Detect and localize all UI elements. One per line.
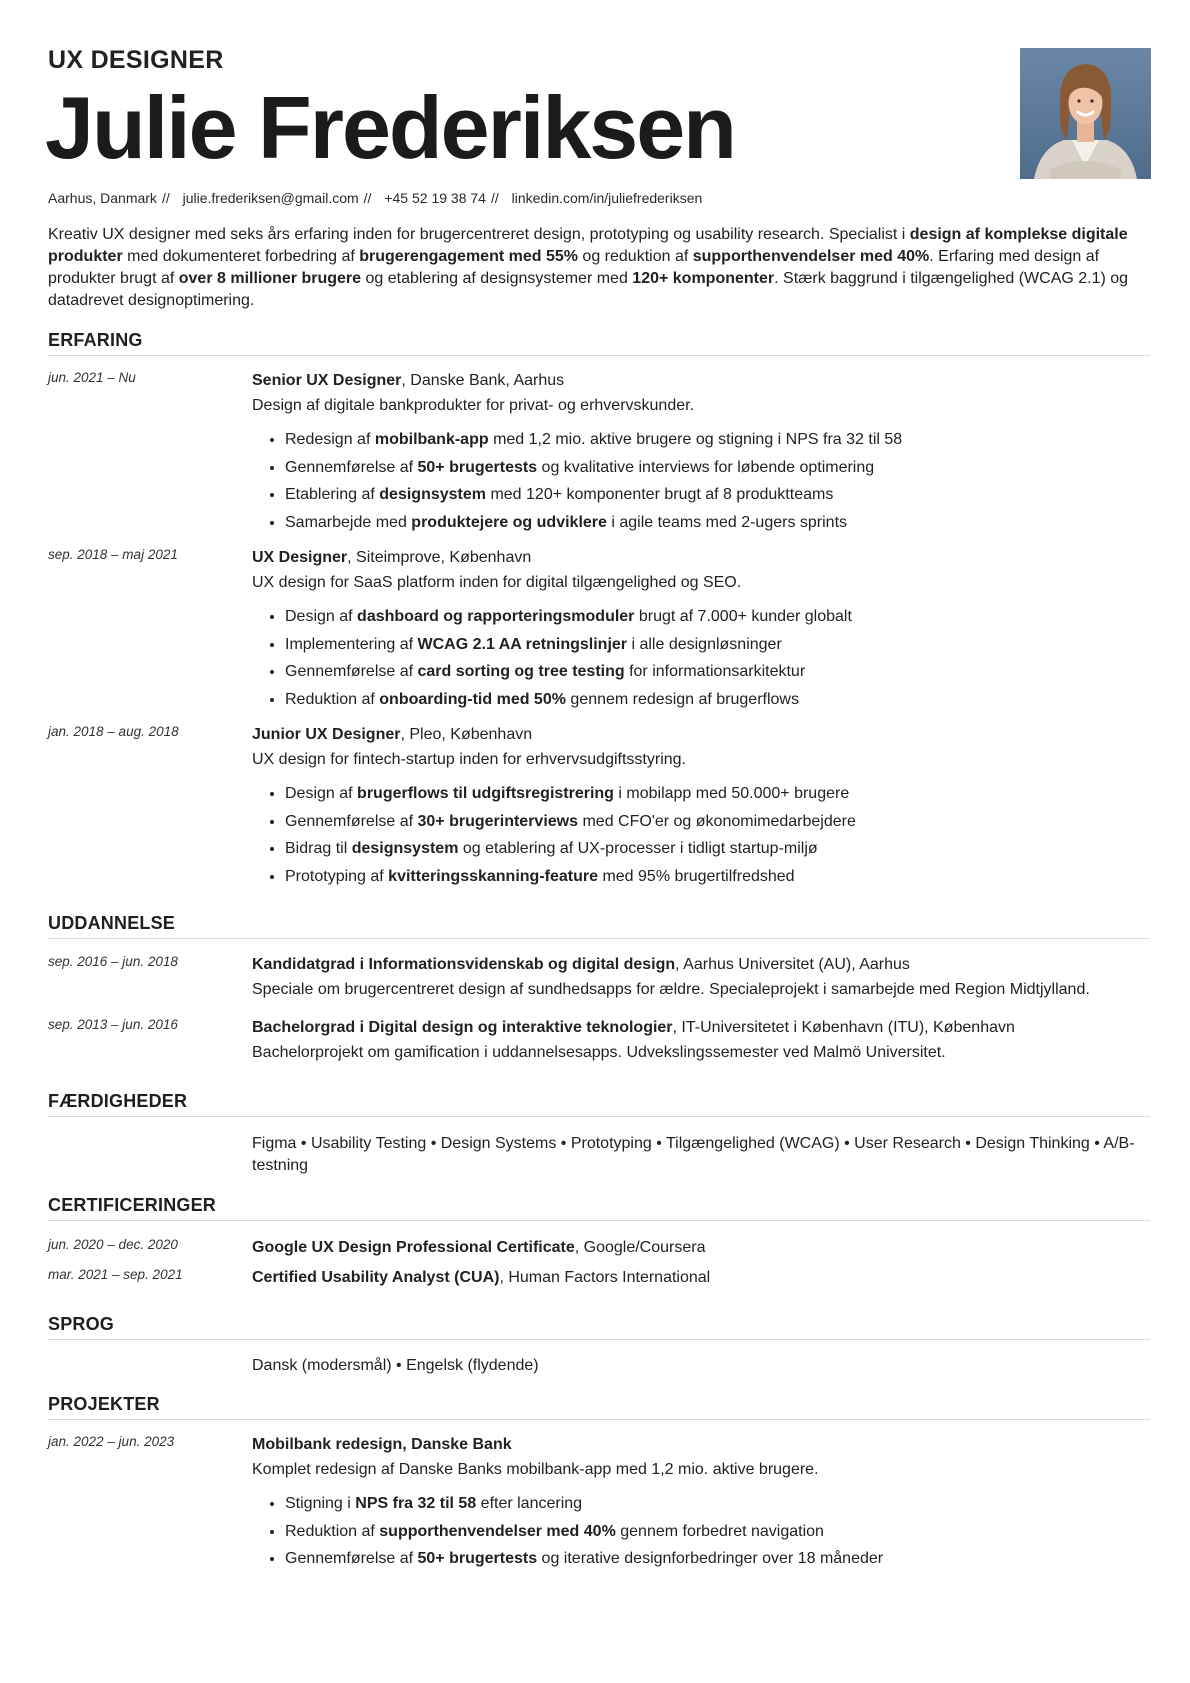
bullet-item [285,509,1150,537]
text-run: Gennemførelse af [285,458,418,476]
certificate-issuer: , Google/Coursera [574,1239,706,1256]
text-run: i agile teams med 2-ugers sprints [606,513,848,531]
emphasis-text: designsystem [379,486,486,503]
text-run: gennem redesign af brugerflows [565,690,799,708]
bullet-item [285,1490,1150,1518]
emphasis-text: onboarding-tid med 50% [379,690,566,708]
certificate-issuer: , Human Factors International [499,1269,711,1286]
entry-degree: Bachelorgrad i Digital design og interaktive teknologier [252,1019,673,1036]
contact-line [48,190,702,206]
emphasis-text: mobilbank-app [374,431,489,448]
entry-content [252,952,1150,1002]
entry-date: jan. 2018 – aug. 2018 [48,724,179,739]
entry-bullets [252,603,1150,713]
text-run: og iterative designforbedringer over 18 måneder [537,1550,884,1567]
job-title: UX DESIGNER [48,46,224,74]
emphasis-text: produktejere og udviklere [411,513,607,531]
phone-number[interactable]: +45 52 19 38 74 [384,190,486,206]
resume-header [45,0,1150,190]
emphasis-text: WCAG 2.1 AA retningslinjer [417,635,628,653]
text-run: og kvalitative interviews for løbende optimering [537,458,875,476]
section-title-experience: ERFARING [48,330,143,350]
entry-content [252,1235,1150,1260]
bullet-item [285,808,1150,836]
languages-section [48,1314,1150,1340]
text-run: med 120+ komponenter brugt af 8 produktteams [486,486,834,503]
text-run: i mobilapp med 50.000+ brugere [613,785,850,802]
entry-description: UX design for fintech-startup inden for erhvervsudgiftsstyring. [252,751,686,768]
text-run: brugt af 7.000+ kunder globalt [634,608,852,625]
text-run: Gennemførelse af [285,812,418,830]
entry-date: jun. 2020 – dec. 2020 [48,1237,178,1252]
bullet-item [285,835,1150,863]
emphasis-text: 50+ brugertests [417,458,538,476]
text-run: . Erfaring med design af produkter brugt af [48,248,1100,287]
entry-content [252,368,1150,536]
emphasis-text: card sorting og tree testing [417,663,625,680]
bullet-item [285,658,1150,686]
text-run: Gennemførelse af [285,663,418,680]
section-divider [48,1220,1150,1221]
emphasis-text: NPS fra 32 til 58 [355,1495,477,1512]
contact-separator: // [363,190,372,206]
project-name: Mobilbank redesign, Danske Bank [252,1436,512,1453]
entry-date: sep. 2013 – jun. 2016 [48,1017,178,1032]
resume-page [45,0,1150,1567]
text-run: . Stærk baggrund i tilgængelighed (WCAG 2.1) og datadrevet designoptimering. [48,270,1129,309]
bullet-item [285,863,1150,891]
text-run: med 1,2 mio. aktive brugere og stigning i NPS fra 32 til 58 [488,431,903,448]
entry-bullets [252,426,1150,536]
section-title-skills: FÆRDIGHEDER [48,1091,188,1111]
text-run: Bidrag til [285,840,352,857]
entry-school: , Aarhus Universitet (AU), Aarhus [675,956,910,973]
entry-date: sep. 2018 – maj 2021 [48,547,178,562]
skills-list: Figma • Usability Testing • Design Systems • Prototyping • Tilgængelighed (WCAG) • User Research • Design Thinking • A/B-testning [252,1135,1135,1174]
certifications-section [48,1195,1150,1221]
emphasis-text: over 8 millioner brugere [178,270,362,287]
text-run: Gennemførelse af [285,1550,418,1567]
profile-photo [1020,48,1151,179]
experience-section [48,330,1150,356]
emphasis-text: supporthenvendelser med 40% [379,1522,616,1540]
entry-content [252,722,1150,890]
email-link[interactable]: julie.frederiksen@gmail.com [182,190,359,206]
entry-school: , IT-Universitetet i København (ITU), København [672,1019,1015,1036]
emphasis-text: brugerengagement med 55% [359,248,578,265]
entry-description: Speciale om brugercentreret design af sundhedsapps for ældre. Specialeprojekt i samarbejde med Region Midtjylland. [252,981,1090,998]
certificate-name: Certified Usability Analyst (CUA) [252,1269,500,1286]
entry-content [252,1265,1150,1290]
text-run: Design af [285,608,358,625]
text-run: Reduktion af [285,1522,380,1540]
text-run: og etablering af UX-processer i tidligt startup-miljø [458,840,818,857]
entry-bullets [252,780,1150,890]
emphasis-text: brugerflows til udgiftsregistrering [357,785,614,802]
entry-content [252,1432,1150,1573]
entry-degree: Kandidatgrad i Informationsvidenskab og digital design [252,956,676,973]
section-divider [48,1419,1150,1420]
text-run: Prototyping af [285,867,389,885]
entry-date: jan. 2022 – jun. 2023 [48,1434,175,1449]
entry-date: sep. 2016 – jun. 2018 [48,954,178,969]
location: Aarhus, Danmark [48,190,157,206]
bullet-item [285,426,1150,454]
profile-summary [48,224,1150,312]
contact-separator: // [490,190,499,206]
linkedin-link[interactable]: linkedin.com/in/juliefrederiksen [511,190,703,206]
entry-org: , Danske Bank, Aarhus [401,372,565,389]
bullet-item [285,1545,1150,1573]
certificate-name: Google UX Design Professional Certificate [252,1239,575,1256]
bullet-item [285,780,1150,808]
education-section [48,913,1150,939]
languages-list: Dansk (modersmål) • Engelsk (flydende) [252,1357,539,1374]
section-divider [48,1116,1150,1117]
entry-description: Komplet redesign af Danske Banks mobilbank-app med 1,2 mio. aktive brugere. [252,1461,819,1478]
entry-description: UX design for SaaS platform inden for digital tilgængelighed og SEO. [252,574,742,591]
emphasis-text: 30+ brugerinterviews [417,812,579,830]
text-run: Stigning i [285,1495,356,1512]
entry-description: Bachelorprojekt om gamification i uddannelsesapps. Udvekslingssemester ved Malmö Universitet. [252,1044,946,1061]
projects-section [48,1394,1150,1420]
text-run: i alle designløsninger [627,635,782,653]
text-run: Design af [285,785,358,802]
entry-date: jun. 2021 – Nu [48,370,136,385]
text-run: Kreativ UX designer med seks års erfaring inden for brugercentreret design, prototyping og usability research. Specialist i [48,226,910,243]
entry-bullets [252,1490,1150,1573]
emphasis-text: supporthenvendelser med 40% [692,248,930,265]
section-title-projects: PROJEKTER [48,1394,160,1414]
entry-description: Design af digitale bankprodukter for privat- og erhvervskunder. [252,397,695,414]
text-run: Etablering af [285,486,380,503]
portrait-illustration [1020,48,1151,179]
bullet-item [285,686,1150,714]
text-run: med dokumenteret forbedring af [122,248,360,265]
bullet-item [285,631,1150,659]
text-run: og etablering af designsystemer med [361,270,633,287]
section-title-certifications: CERTIFICERINGER [48,1195,217,1215]
text-run: og reduktion af [577,248,693,265]
bullet-item [285,454,1150,482]
entry-role: UX Designer [252,549,348,566]
skills-section [48,1091,1150,1117]
entry-content [252,1015,1150,1065]
section-title-languages: SPROG [48,1314,115,1334]
section-title-education: UDDANNELSE [48,913,176,933]
text-run: med 95% brugertilfredshed [598,867,795,885]
text-run: Implementering af [285,635,418,653]
text-run: for informationsarkitektur [624,663,806,680]
section-divider [48,355,1150,356]
section-divider [48,1339,1150,1340]
text-run: med CFO'er og økonomimedarbejdere [578,812,856,830]
text-run: efter lancering [476,1495,583,1512]
text-run: Samarbejde med [285,513,412,531]
entry-org: , Pleo, København [400,726,533,743]
bullet-item [285,603,1150,631]
entry-role: Junior UX Designer [252,726,401,743]
section-divider [48,938,1150,939]
text-run: Reduktion af [285,690,380,708]
contact-separator: // [161,190,170,206]
emphasis-text: design af komplekse digitale produkter [48,226,1128,265]
emphasis-text: 120+ komponenter [632,270,775,287]
emphasis-text: dashboard og rapporteringsmoduler [357,608,635,625]
emphasis-text: designsystem [351,840,459,857]
bullet-item [285,481,1150,509]
bullet-item [285,1518,1150,1546]
entry-date: mar. 2021 – sep. 2021 [48,1267,183,1282]
candidate-name: Julie Frederiksen [45,78,735,177]
emphasis-text: kvitteringsskanning-feature [388,867,598,885]
entry-org: , Siteimprove, København [347,549,532,566]
entry-role: Senior UX Designer [252,372,402,389]
text-run: gennem forbedret navigation [615,1522,824,1540]
text-run: Redesign af [285,431,375,448]
entry-content [252,545,1150,713]
emphasis-text: 50+ brugertests [417,1550,538,1567]
